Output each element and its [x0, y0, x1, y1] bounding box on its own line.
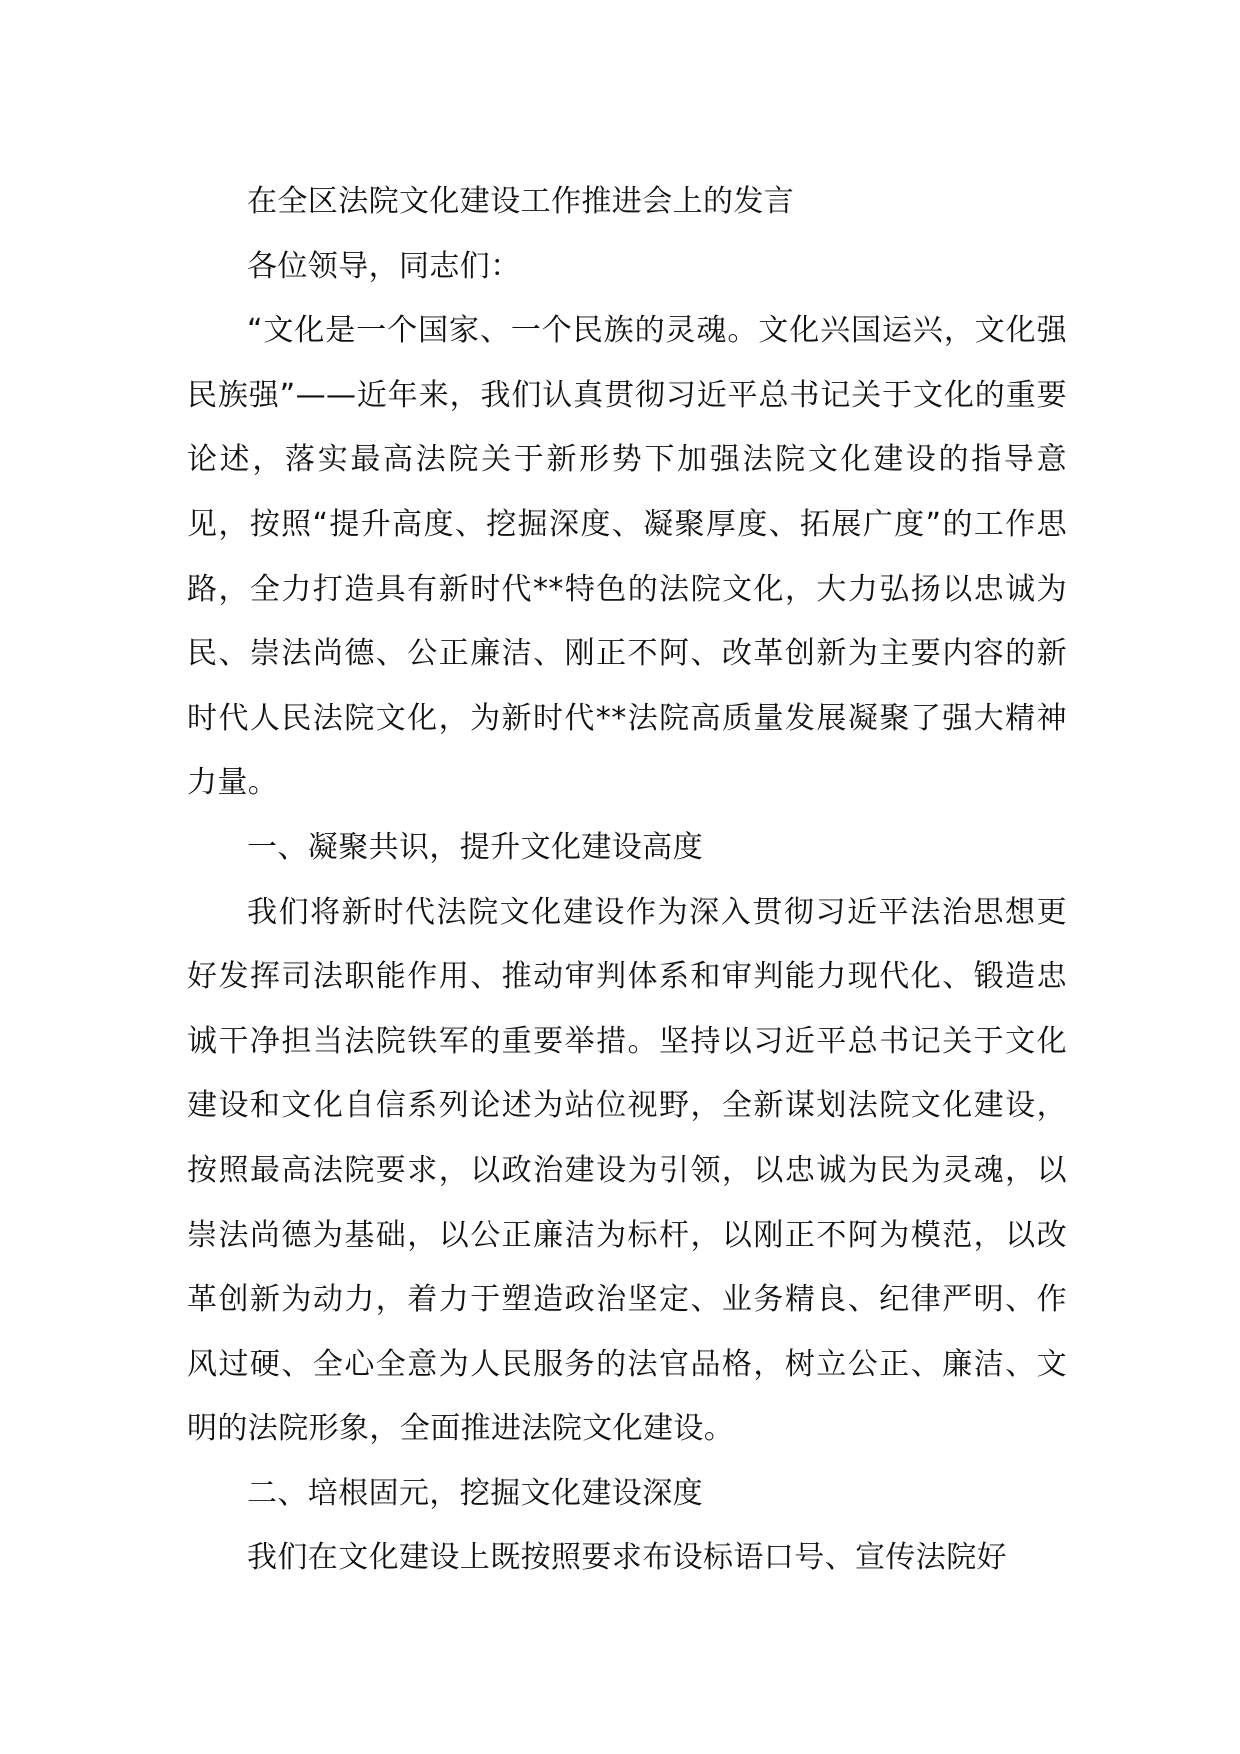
paragraph-section-1: 我们将新时代法院文化建设作为深入贯彻习近平法治思想更好发挥司法职能作用、推动审判体系和审判能力现代化、锻造忠诚干净担当法院铁军的重要举措。坚持以习近平总书记关于文化建设和文化自信系列论述为站位视野，全新谋划法院文化建设，按照最高法院要求，以政治建设为引领，以忠诚为民为灵魂，以崇法尚德为基础，以公正廉洁为标杆，以刚正不阿为模范，以改革创新为动力，着力于塑造政治坚定、业务精良、纪律严明、作风过硬、全心全意为人民服务的法官品格，树立公正、廉洁、文明的法院形象，全面推进法院文化建设。	[187, 894, 1067, 1447]
document-title: 在全区法院文化建设工作推进会上的发言	[247, 184, 795, 219]
salutation: 各位领导，同志们：	[247, 248, 521, 284]
section-heading-1: 一、凝聚共识，提升文化建设高度	[247, 829, 703, 865]
document-body	[187, 170, 1067, 1591]
paragraph-section-2: 我们在文化建设上既按照要求布设标语口号、宣传法院好	[247, 1540, 1007, 1576]
paragraph-opening: “文化是一个国家、一个民族的灵魂。文化兴国运兴，文化强民族强”——近年来，我们认真贯彻习近平总书记关于文化的重要论述，落实最高法院关于新形势下加强法院文化建设的指导意见，按照“提升高度、挖掘深度、凝聚厚度、拓展广度”的工作思路，全力打造具有新时代**特色的法院文化，大力弘扬以忠诚为民、崇法尚德、公正廉洁、刚正不阿、改革创新为主要内容的新时代人民法院文化，为新时代**法院高质量发展凝聚了强大精神力量。	[187, 313, 1067, 801]
section-heading-2: 二、培根固元，挖掘文化建设深度	[247, 1475, 703, 1511]
